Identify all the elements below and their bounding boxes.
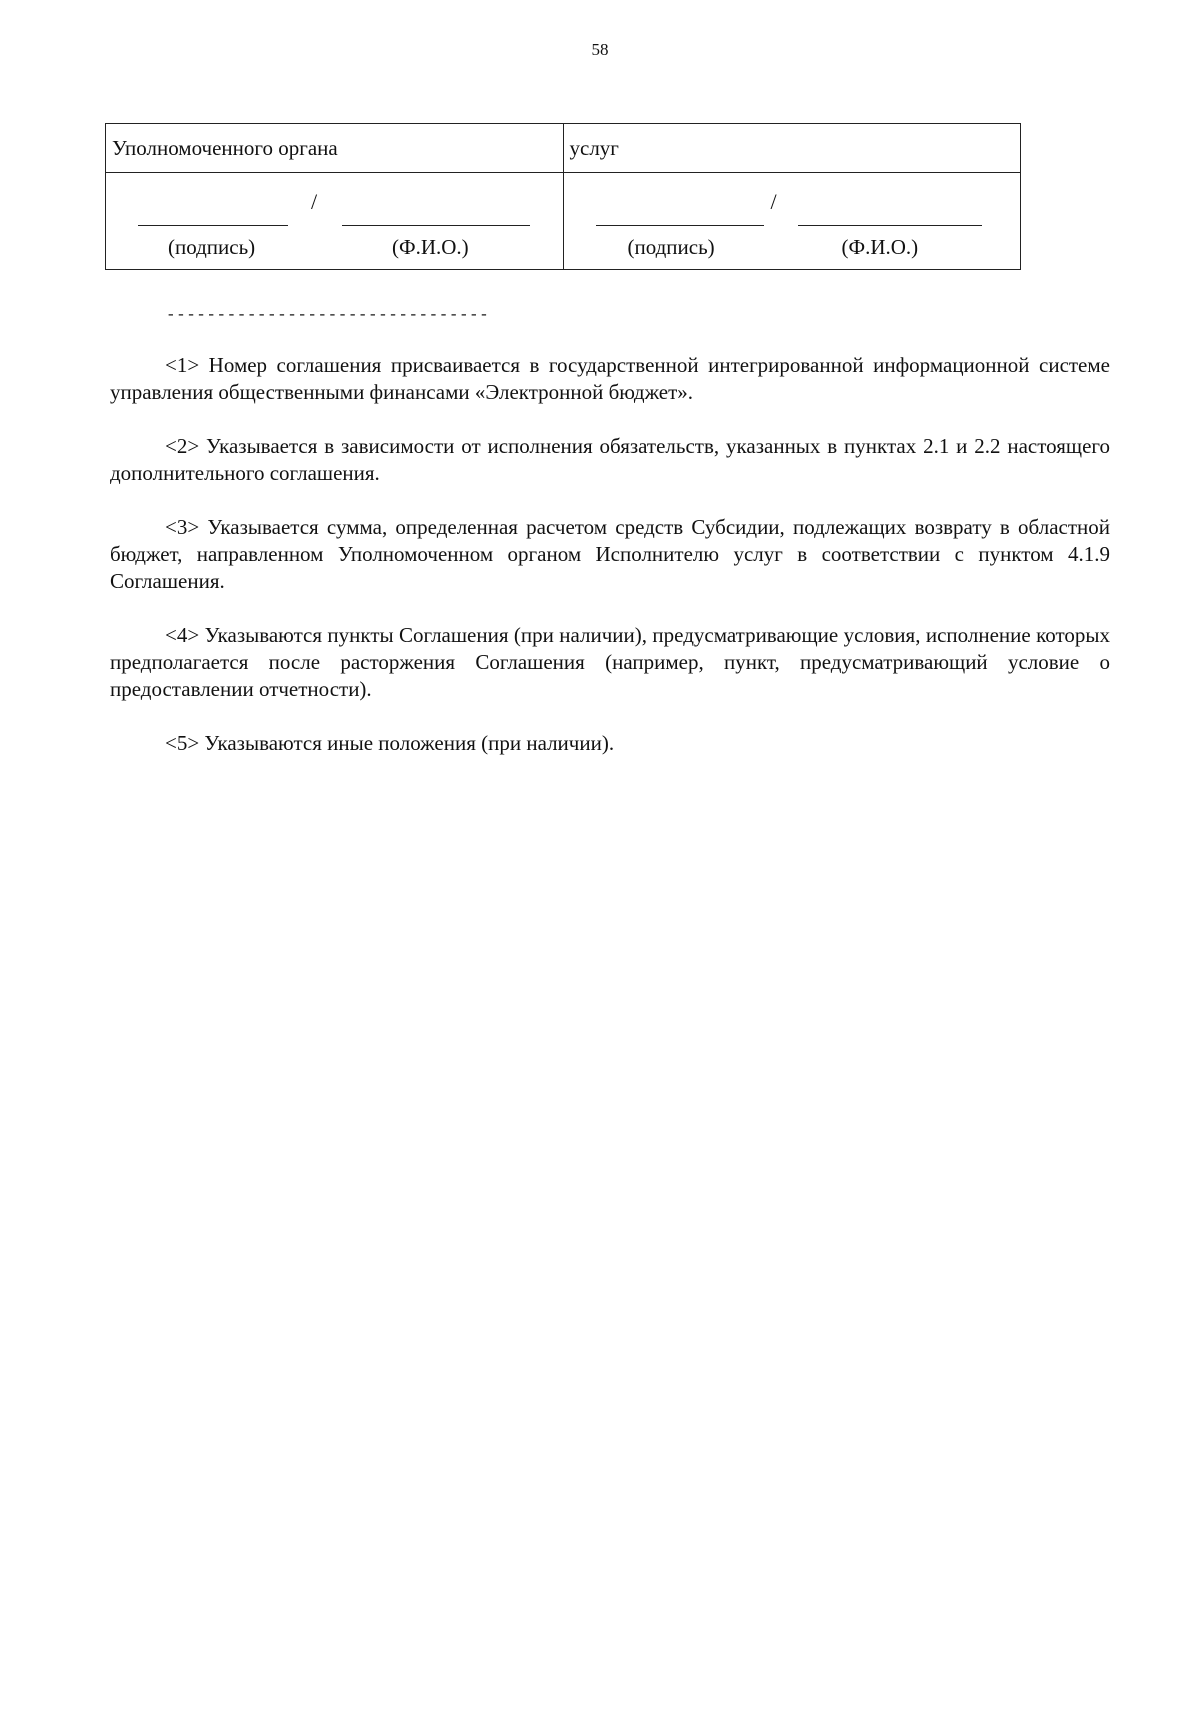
right-signature-line <box>596 225 764 226</box>
left-name-caption: (Ф.И.О.) <box>392 235 469 259</box>
left-sign-cell <box>106 173 564 270</box>
footnote-1: <1> Номер соглашения присваивается в государственной интегрированной информационной системе управления общественными финансами «Электронной бюджет». <box>110 353 1110 404</box>
right-header-text: услуг <box>569 136 619 160</box>
right-slash: / <box>770 189 777 214</box>
page-number: 58 <box>591 40 609 59</box>
left-slash: / <box>311 189 318 214</box>
right-name-line <box>798 225 982 226</box>
left-signature-line <box>138 225 288 226</box>
right-name-caption: (Ф.И.О.) <box>841 235 919 259</box>
left-signature-caption: (подпись) <box>168 235 256 259</box>
left-name-line <box>342 225 530 226</box>
footnote-2: <2> Указывается в зависимости от исполнения обязательств, указанных в пунктах 2.1 и 2.2 настоящего дополнительного соглашения. <box>110 434 1110 485</box>
right-sign-cell <box>563 173 1021 270</box>
signature-table <box>105 123 1021 270</box>
left-header-text: Уполномоченного органа <box>112 136 338 160</box>
footnote-3: <3> Указывается сумма, определенная расчетом средств Субсидии, подлежащих возврату в областной бюджет, направленном Уполномоченном органом Исполнителю услуг в соответствии с пунктом 4.1.9 Соглашения. <box>110 515 1110 593</box>
footnote-5: <5> Указываются иные положения (при наличии). <box>165 731 615 755</box>
footnotes-block <box>110 352 1110 784</box>
footnote-separator: -------------------------------- <box>166 306 490 324</box>
right-signature-caption: (подпись) <box>627 235 715 259</box>
footnote-4: <4> Указываются пункты Соглашения (при наличии), предусматривающие условия, исполнение которых предполагается после расторжения Соглашения (например, пункт, предусматривающий условие о предоставлении отчетности). <box>110 623 1110 701</box>
